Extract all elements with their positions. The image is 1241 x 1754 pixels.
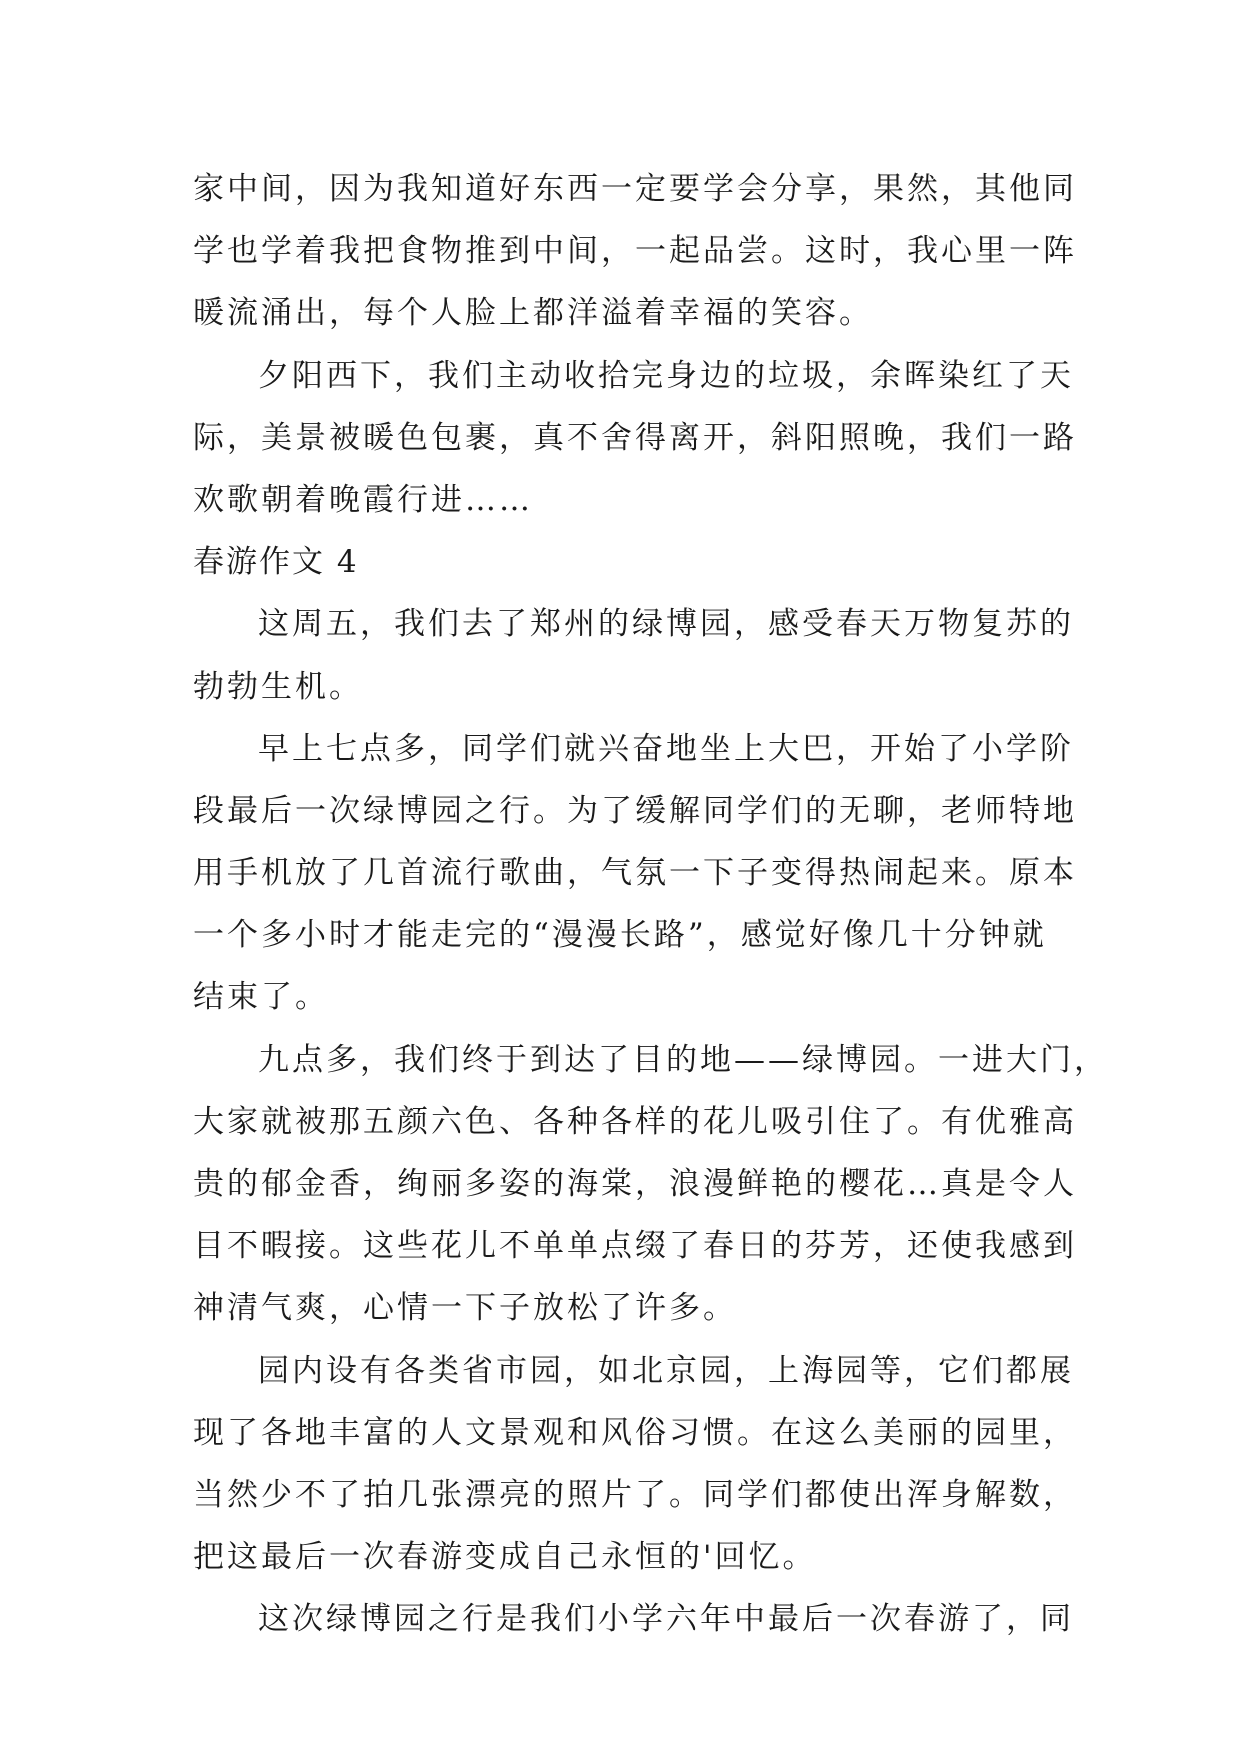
text-line: 神清气爽，心情一下子放松了许多。 [193,1290,737,1327]
text-line: 把这最后一次春游变成自己永恒的'回忆。 [193,1539,817,1576]
text-line: 用手机放了几首流行歌曲，气氛一下子变得热闹起来。原本 [193,855,1077,892]
text-line: 一个多小时才能走完的“漫漫长路”，感觉好像几十分钟就 [193,917,1047,954]
text-line: 学也学着我把食物推到中间，一起品尝。这时，我心里一阵 [193,233,1077,270]
paragraph-first-line: 九点多，我们终于到达了目的地——绿博园。一进大门， [258,1041,1108,1078]
document-page [193,158,1108,1651]
text-line: 结束了。 [193,979,329,1016]
text-line: 际，美景被暖色包裹，真不舍得离开，斜阳照晚，我们一路 [193,419,1077,456]
text-line: 暖流涌出，每个人脸上都洋溢着幸福的笑容。 [193,295,873,332]
section-heading: 春游作文 4 [193,544,359,581]
paragraph-first-line: 夕阳西下，我们主动收拾完身边的垃圾，余晖染红了天 [258,357,1074,394]
text-line: 家中间，因为我知道好东西一定要学会分享，果然，其他同 [193,171,1077,207]
text-line: 大家就被那五颜六色、各种各样的花儿吸引住了。有优雅高 [193,1103,1077,1140]
paragraph-first-line: 这次绿博园之行是我们小学六年中最后一次春游了，同 [258,1601,1074,1638]
paragraph-first-line: 园内设有各类省市园，如北京园，上海园等，它们都展 [258,1352,1074,1389]
text-line: 当然少不了拍几张漂亮的照片了。同学们都使出浑身解数， [193,1476,1077,1513]
text-line: 欢歌朝着晚霞行进…… [193,481,533,518]
text-line: 目不暇接。这些花儿不单单点缀了春日的芬芳，还使我感到 [193,1228,1077,1265]
text-line: 贵的郁金香，绚丽多姿的海棠，浪漫鲜艳的樱花…真是令人 [193,1166,1077,1202]
paragraph-first-line: 这周五，我们去了郑州的绿博园，感受春天万物复苏的 [258,606,1074,643]
text-line: 段最后一次绿博园之行。为了缓解同学们的无聊，老师特地 [193,792,1077,829]
paragraph-first-line: 早上七点多，同学们就兴奋地坐上大巴，开始了小学阶 [258,730,1074,767]
text-line: 勃勃生机。 [193,668,363,705]
text-line: 现了各地丰富的人文景观和风俗习惯。在这么美丽的园里， [193,1414,1077,1451]
